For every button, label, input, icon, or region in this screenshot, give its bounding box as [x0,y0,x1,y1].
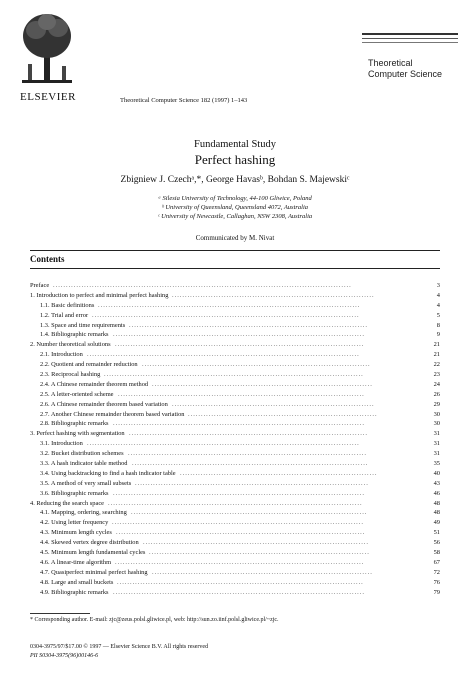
toc-entry-page: 48 [433,509,440,517]
toc-entry-page: 4 [436,301,440,309]
toc-leader-dots: .............................................................................. [172,400,375,408]
corresponding-author-footnote: * Corresponding author. E-mail: zjc@zeus.polsl.gliwice.pl, web: http://sun.zo.iinf.polsl.gliwice.pl/~zjc. [30,617,279,623]
toc-entry-page: 67 [433,558,440,566]
affiliation: ᵃ Silesia University of Technology, 44-100 Gliwice, Poland [158,195,312,202]
toc-entry-title: 2.5. A letter-oriented scheme [40,390,114,398]
toc-leader-dots: ........................................................................................... [132,460,369,468]
toc-entry-page: 21 [433,351,440,359]
communicated-by: Communicated by M. Nivat [195,234,275,242]
toc-entry-page: 23 [433,371,440,379]
publisher-name: ELSEVIER [20,91,76,103]
toc-leader-dots: ................................................................................................. [112,519,364,527]
toc-entry-page: 31 [433,440,440,448]
toc-entry-page: 43 [433,479,440,487]
toc-entry-title: 3.6. Bibliographic remarks [40,489,109,497]
toc-entry-page: 35 [433,460,440,468]
toc-entry-page: 24 [433,380,440,388]
journal-rule [362,38,458,39]
toc-leader-dots: ............................................................................ [180,469,378,477]
toc-entry [30,311,440,321]
toc-entry-title: 2.7. Another Chinese remainder theorem based variation [40,410,185,418]
toc-entry-title: 1.4. Bibliographic remarks [40,331,109,339]
toc-leader-dots: ..................................................................................... [149,549,370,557]
toc-entry [30,410,440,420]
toc-entry [30,301,440,311]
toc-leader-dots: ..................................................................................... [152,380,373,388]
toc-entry [30,459,440,469]
toc-leader-dots: ......................................................................................................... [87,351,360,359]
toc-leader-dots: ................................................................................................ [115,558,365,566]
toc-entry-title: 2. Number theoretical solutions [30,341,111,349]
toc-entry-title: 3.4. Using backtracking to find a hash indicator table [40,469,176,477]
toc-entry-title: 4.3. Minimum length cycles [40,529,112,537]
toc-entry-page: 49 [433,519,440,527]
toc-leader-dots: ........................................................................................ [142,361,371,369]
article-type: Fundamental Study [194,139,276,150]
toc-entry-page: 30 [433,410,440,418]
toc-entry-page: 79 [433,588,440,596]
toc-entry-page: 40 [433,469,440,477]
toc-entry [30,360,440,370]
toc-entry [30,568,440,578]
toc-leader-dots: ................................................................................................ [115,341,365,349]
footnote-rule [30,613,90,614]
toc-entry [30,380,440,390]
toc-entry [30,419,440,429]
toc-entry [30,291,440,301]
toc-entry-title: 4.9. Bibliographic remarks [40,588,109,596]
toc-entry [30,489,440,499]
toc-entry [30,350,440,360]
toc-leader-dots: ............................................................................................... [118,390,365,398]
contents-bottom-rule [30,268,440,269]
toc-entry [30,558,440,568]
toc-entry [30,330,440,340]
toc-leader-dots: ................................................................................................. [113,489,365,497]
toc-entry-page: 21 [433,341,440,349]
toc-entry-title: 3.5. A method of very small subsets [40,479,132,487]
toc-entry-title: 2.2. Quotient and remainder reduction [40,361,138,369]
toc-entry-title: 2.3. Reciprocal hashing [40,371,101,379]
toc-entry-title: 4. Reducing the search space [30,499,104,507]
toc-entry [30,449,440,459]
toc-entry-title: Preface [30,282,50,289]
toc-entry [30,370,440,380]
toc-leader-dots: ......................................................................................................... [87,440,360,448]
toc-entry-title: 4.7. Quasiperfect minimal perfect hashing [40,568,148,576]
toc-entry-page: 4 [436,291,440,299]
toc-leader-dots: .................................................................................................. [108,499,363,507]
toc-entry [30,479,440,489]
toc-entry-page: 3 [436,282,440,289]
toc-leader-dots: ............................................................................................ [129,321,368,329]
toc-entry-title: 2.1. Introduction [40,351,83,359]
contents-top-rule [30,250,440,251]
toc-entry [30,538,440,548]
toc-entry-page: 8 [436,321,440,329]
toc-entry-page: 48 [433,499,440,507]
toc-entry-page: 30 [433,420,440,428]
journal-name [368,58,458,80]
toc-entry-page: 76 [433,578,440,586]
journal-name-line: Theoretical [368,58,413,68]
toc-entry-title: 4.4. Skewed vertex degree distribution [40,539,139,547]
journal-rule [362,42,458,43]
toc-entry-title: 4.1. Mapping, ordering, searching [40,509,127,517]
toc-leader-dots: ..................................................................................................... [98,301,361,309]
toc-leader-dots: .............................................................................. [172,291,375,299]
toc-entry-page: 58 [433,549,440,557]
toc-entry [30,321,440,331]
toc-entry [30,578,440,588]
toc-entry-title: 1.2. Trial and error [40,311,89,319]
pii-line: PII S0304-3975(96)00146-6 [30,653,99,659]
journal-name-line: Computer Science [368,69,443,79]
toc-leader-dots: .................................................................................................... [104,371,364,379]
toc-leader-dots: ............................................................................................ [129,430,368,438]
toc-entry-title: 3.2. Bucket distribution schemes [40,450,124,458]
toc-entry [30,281,440,291]
table-of-contents [30,281,440,598]
toc-entry [30,439,440,449]
toc-leader-dots: ......................................................................... [188,410,378,418]
toc-leader-dots: ....................................................................................... [143,539,369,547]
toc-entry-page: 31 [433,450,440,458]
toc-leader-dots: ................................................................................................................... [53,282,352,289]
toc-entry [30,390,440,400]
toc-leader-dots: ............................................................................................... [117,578,364,586]
toc-entry [30,499,440,509]
toc-entry-page: 46 [433,489,440,497]
toc-leader-dots: .......................................................................................... [135,479,369,487]
contents-heading: Contents [30,254,65,264]
toc-entry-page: 31 [433,430,440,438]
toc-entry-title: 1.1. Basic definitions [40,301,95,309]
affiliation: ᵇ University of Queensland, Queensland 4072, Australia [161,204,309,211]
article-title: Perfect hashing [194,152,276,167]
toc-entry-page: 56 [433,539,440,547]
toc-entry-title: 4.5. Minimum length fundamental cycles [40,549,146,557]
toc-entry [30,548,440,558]
toc-leader-dots: ................................................................................................. [113,331,365,339]
toc-leader-dots: ................................................................................................. [113,588,365,596]
toc-entry-title: 3.1. Introduction [40,440,83,448]
toc-entry [30,400,440,410]
toc-entry [30,528,440,538]
toc-leader-dots: ................................................................................................ [116,529,366,537]
toc-entry-page: 9 [436,331,440,339]
toc-leader-dots: ....................................................................................................... [92,311,360,319]
toc-entry [30,340,440,350]
toc-leader-dots: ........................................................................................... [131,509,368,517]
toc-entry [30,508,440,518]
toc-leader-dots: ............................................................................................ [128,450,367,458]
toc-entry [30,429,440,439]
toc-entry-page: 26 [433,390,440,398]
toc-entry-title: 2.8. Bibliographic remarks [40,420,109,428]
toc-entry-page: 29 [433,400,440,408]
toc-entry-page: 72 [433,568,440,576]
toc-entry-title: 3.3. A hash indicator table method [40,460,128,468]
elsevier-tree-logo [18,8,76,88]
toc-entry [30,588,440,598]
toc-entry-title: 2.4. A Chinese remainder theorem method [40,380,149,388]
toc-entry-title: 1. Introduction to perfect and minimal perfect hashing [30,291,169,299]
toc-entry-title: 2.6. A Chinese remainder theorem based variation [40,400,168,408]
toc-entry-title: 1.3. Space and time requirements [40,321,126,329]
affiliation: ᶜ University of Newcastle, Callaghan, NSW 2308, Australia [157,213,313,220]
author-list: Zbigniew J. Czechᵃ,*, George Havasᵇ, Bohdan S. Majewskiᶜ [120,175,350,185]
toc-entry-title: 4.6. A linear-time algorithm [40,558,112,566]
journal-citation: Theoretical Computer Science 182 (1997) 1–143 [120,97,248,104]
toc-entry-title: 3. Perfect hashing with segmentation [30,430,125,438]
toc-leader-dots: ................................................................................................. [113,420,365,428]
toc-entry [30,518,440,528]
toc-entry-title: 4.2. Using letter frequency [40,519,109,527]
toc-leader-dots: ..................................................................................... [152,568,373,576]
toc-entry-title: 4.8. Large and small buckets [40,578,114,586]
toc-entry [30,469,440,479]
toc-entry-page: 5 [436,311,440,319]
journal-rule [362,33,458,35]
toc-entry-page: 51 [433,529,440,537]
toc-entry-page: 22 [433,361,440,369]
copyright-line: 0304-3975/97/$17.00 © 1997 — Elsevier Science B.V. All rights reserved [30,644,209,650]
